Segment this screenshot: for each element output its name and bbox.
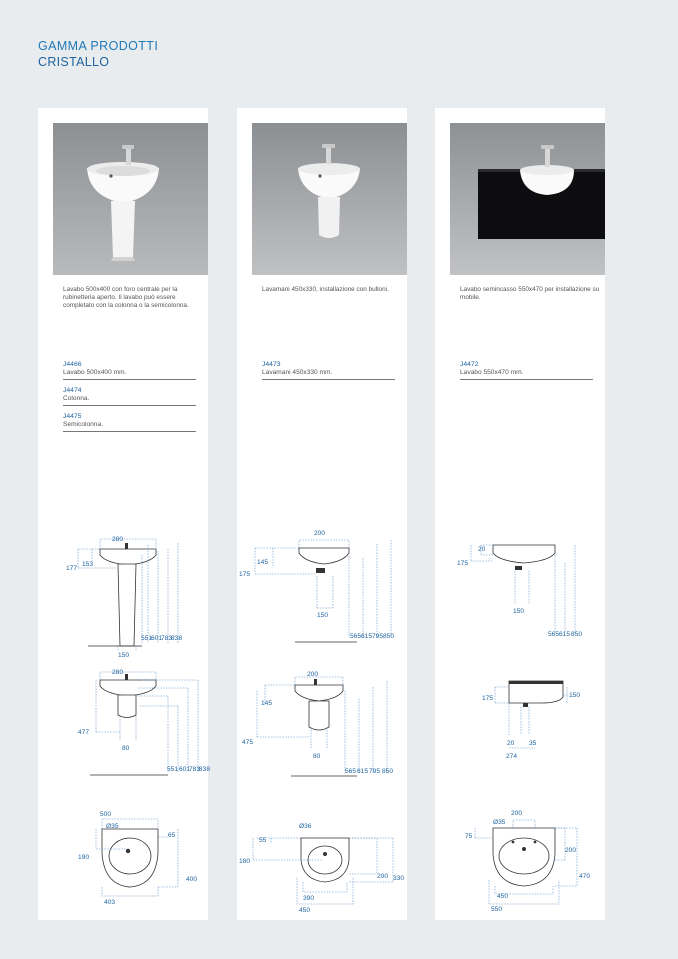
dim-label: 550 <box>491 906 503 913</box>
dim-label: 20 <box>507 740 515 747</box>
product-description: Lavabo 500x400 con foro centrale per la rubinetteria aperto. Il lavabo può essere completato con la colonna o la semicolonna. <box>63 286 189 310</box>
dim-label: 55 <box>259 837 267 844</box>
product-column-1 <box>38 108 211 920</box>
product-code-list <box>63 361 196 439</box>
dim-label: 75 <box>465 833 473 840</box>
dim-label: 65 <box>168 832 176 839</box>
dim-label: Ø35 <box>493 819 506 826</box>
header-collection-label: GAMMA PRODOTTI <box>38 39 159 53</box>
plan-view-drawing <box>237 808 407 918</box>
side-elevation-drawing <box>435 533 605 648</box>
product-column-2 <box>237 108 407 920</box>
dim-label: 35 <box>529 740 537 747</box>
dim-label: 80 <box>122 745 130 752</box>
dim-label: 565 <box>350 633 362 640</box>
dim-label: 400 <box>186 876 198 883</box>
side-elevation-drawing <box>237 526 407 656</box>
dim-label: 190 <box>78 854 90 861</box>
dim-label: 615 <box>559 631 571 638</box>
dim-label: 403 <box>104 899 116 906</box>
product-description: Lavamani 450x330, installazione con bulloni. <box>262 286 389 293</box>
dim-label: 475 <box>242 739 254 746</box>
dim-label: 177 <box>66 565 78 572</box>
header-product-line: CRISTALLO <box>38 55 110 69</box>
dim-label: 783 <box>161 635 173 642</box>
dim-label: 795 <box>369 768 381 775</box>
product-name: Semicolonna. <box>63 421 103 428</box>
dim-label: 850 <box>571 631 583 638</box>
dim-label: 470 <box>579 873 591 880</box>
product-name: Lavabo 550x470 mm. <box>460 369 524 376</box>
dim-label: 450 <box>299 907 311 914</box>
dim-label: 838 <box>199 766 211 773</box>
dim-label: 280 <box>112 536 124 543</box>
dim-label: 601 <box>151 635 163 642</box>
product-name: Colonna. <box>63 395 90 402</box>
dim-label: 200 <box>377 873 389 880</box>
dim-label: 280 <box>112 669 124 676</box>
dim-label: 200 <box>314 530 326 537</box>
semi-recessed-basin-on-cabinet-photo <box>450 123 605 275</box>
side-elevation-pedestal-drawing <box>38 533 208 663</box>
dim-label: 274 <box>506 753 518 760</box>
plan-view-drawing <box>435 800 605 915</box>
product-code: J4472 <box>460 361 479 368</box>
dim-label: 551 <box>141 635 153 642</box>
product-name: Lavabo 500x400 mm. <box>63 369 127 376</box>
dim-label: 330 <box>393 875 405 882</box>
product-code-item <box>262 361 395 380</box>
dim-label: 838 <box>171 635 183 642</box>
dim-label: 783 <box>189 766 201 773</box>
dim-label: 615 <box>361 633 373 640</box>
dim-label: 500 <box>100 811 112 818</box>
dim-label: 551 <box>167 766 179 773</box>
side-elevation-semipedestal-drawing <box>38 664 211 779</box>
dim-label: 615 <box>357 768 369 775</box>
product-code: J4475 <box>63 413 82 420</box>
product-name: Lavamani 450x330 mm. <box>262 369 333 376</box>
dim-label: 150 <box>569 692 581 699</box>
product-code-list <box>460 361 593 387</box>
product-code: J4466 <box>63 361 82 368</box>
dim-label: 175 <box>482 695 494 702</box>
side-elevation-semipedestal-drawing <box>237 661 407 781</box>
dim-label: Ø35 <box>106 823 119 830</box>
dim-label: Ø36 <box>299 823 312 830</box>
dim-label: 850 <box>382 768 394 775</box>
handbasin-with-semipedestal-photo <box>252 123 407 275</box>
dim-label: 145 <box>261 700 273 707</box>
dim-label: 601 <box>179 766 191 773</box>
dim-label: 175 <box>457 560 469 567</box>
dim-label: 795 <box>372 633 384 640</box>
product-code: J4474 <box>63 387 82 394</box>
product-code-item <box>63 413 196 432</box>
dim-label: 850 <box>383 633 395 640</box>
plan-view-drawing <box>38 801 208 911</box>
product-code-list <box>262 361 395 387</box>
dim-label: 175 <box>239 571 251 578</box>
dim-label: 20 <box>478 546 486 553</box>
cabinet-section-drawing <box>435 673 605 773</box>
dim-label: 150 <box>513 608 525 615</box>
dim-label: 390 <box>303 895 315 902</box>
product-code-item <box>460 361 593 380</box>
product-code-item <box>63 361 196 380</box>
product-code-item <box>63 387 196 406</box>
product-description: Lavabo semincasso 550x470 per installazione su mobile. <box>460 286 600 302</box>
dim-label: 450 <box>497 893 509 900</box>
dim-label: 145 <box>257 559 269 566</box>
page-header <box>38 38 158 70</box>
dim-label: 200 <box>565 847 577 854</box>
dim-label: 150 <box>118 652 130 659</box>
dim-label: 477 <box>78 729 90 736</box>
product-column-3 <box>435 108 605 920</box>
dim-label: 153 <box>82 561 94 568</box>
washbasin-with-pedestal-photo <box>53 123 208 275</box>
dim-label: 200 <box>511 810 523 817</box>
dim-label: 180 <box>239 858 251 865</box>
dim-label: 565 <box>548 631 560 638</box>
dim-label: 565 <box>345 768 357 775</box>
dim-label: 200 <box>307 671 319 678</box>
dim-label: 80 <box>313 753 321 760</box>
dim-label: 150 <box>317 612 329 619</box>
product-code: J4473 <box>262 361 281 368</box>
